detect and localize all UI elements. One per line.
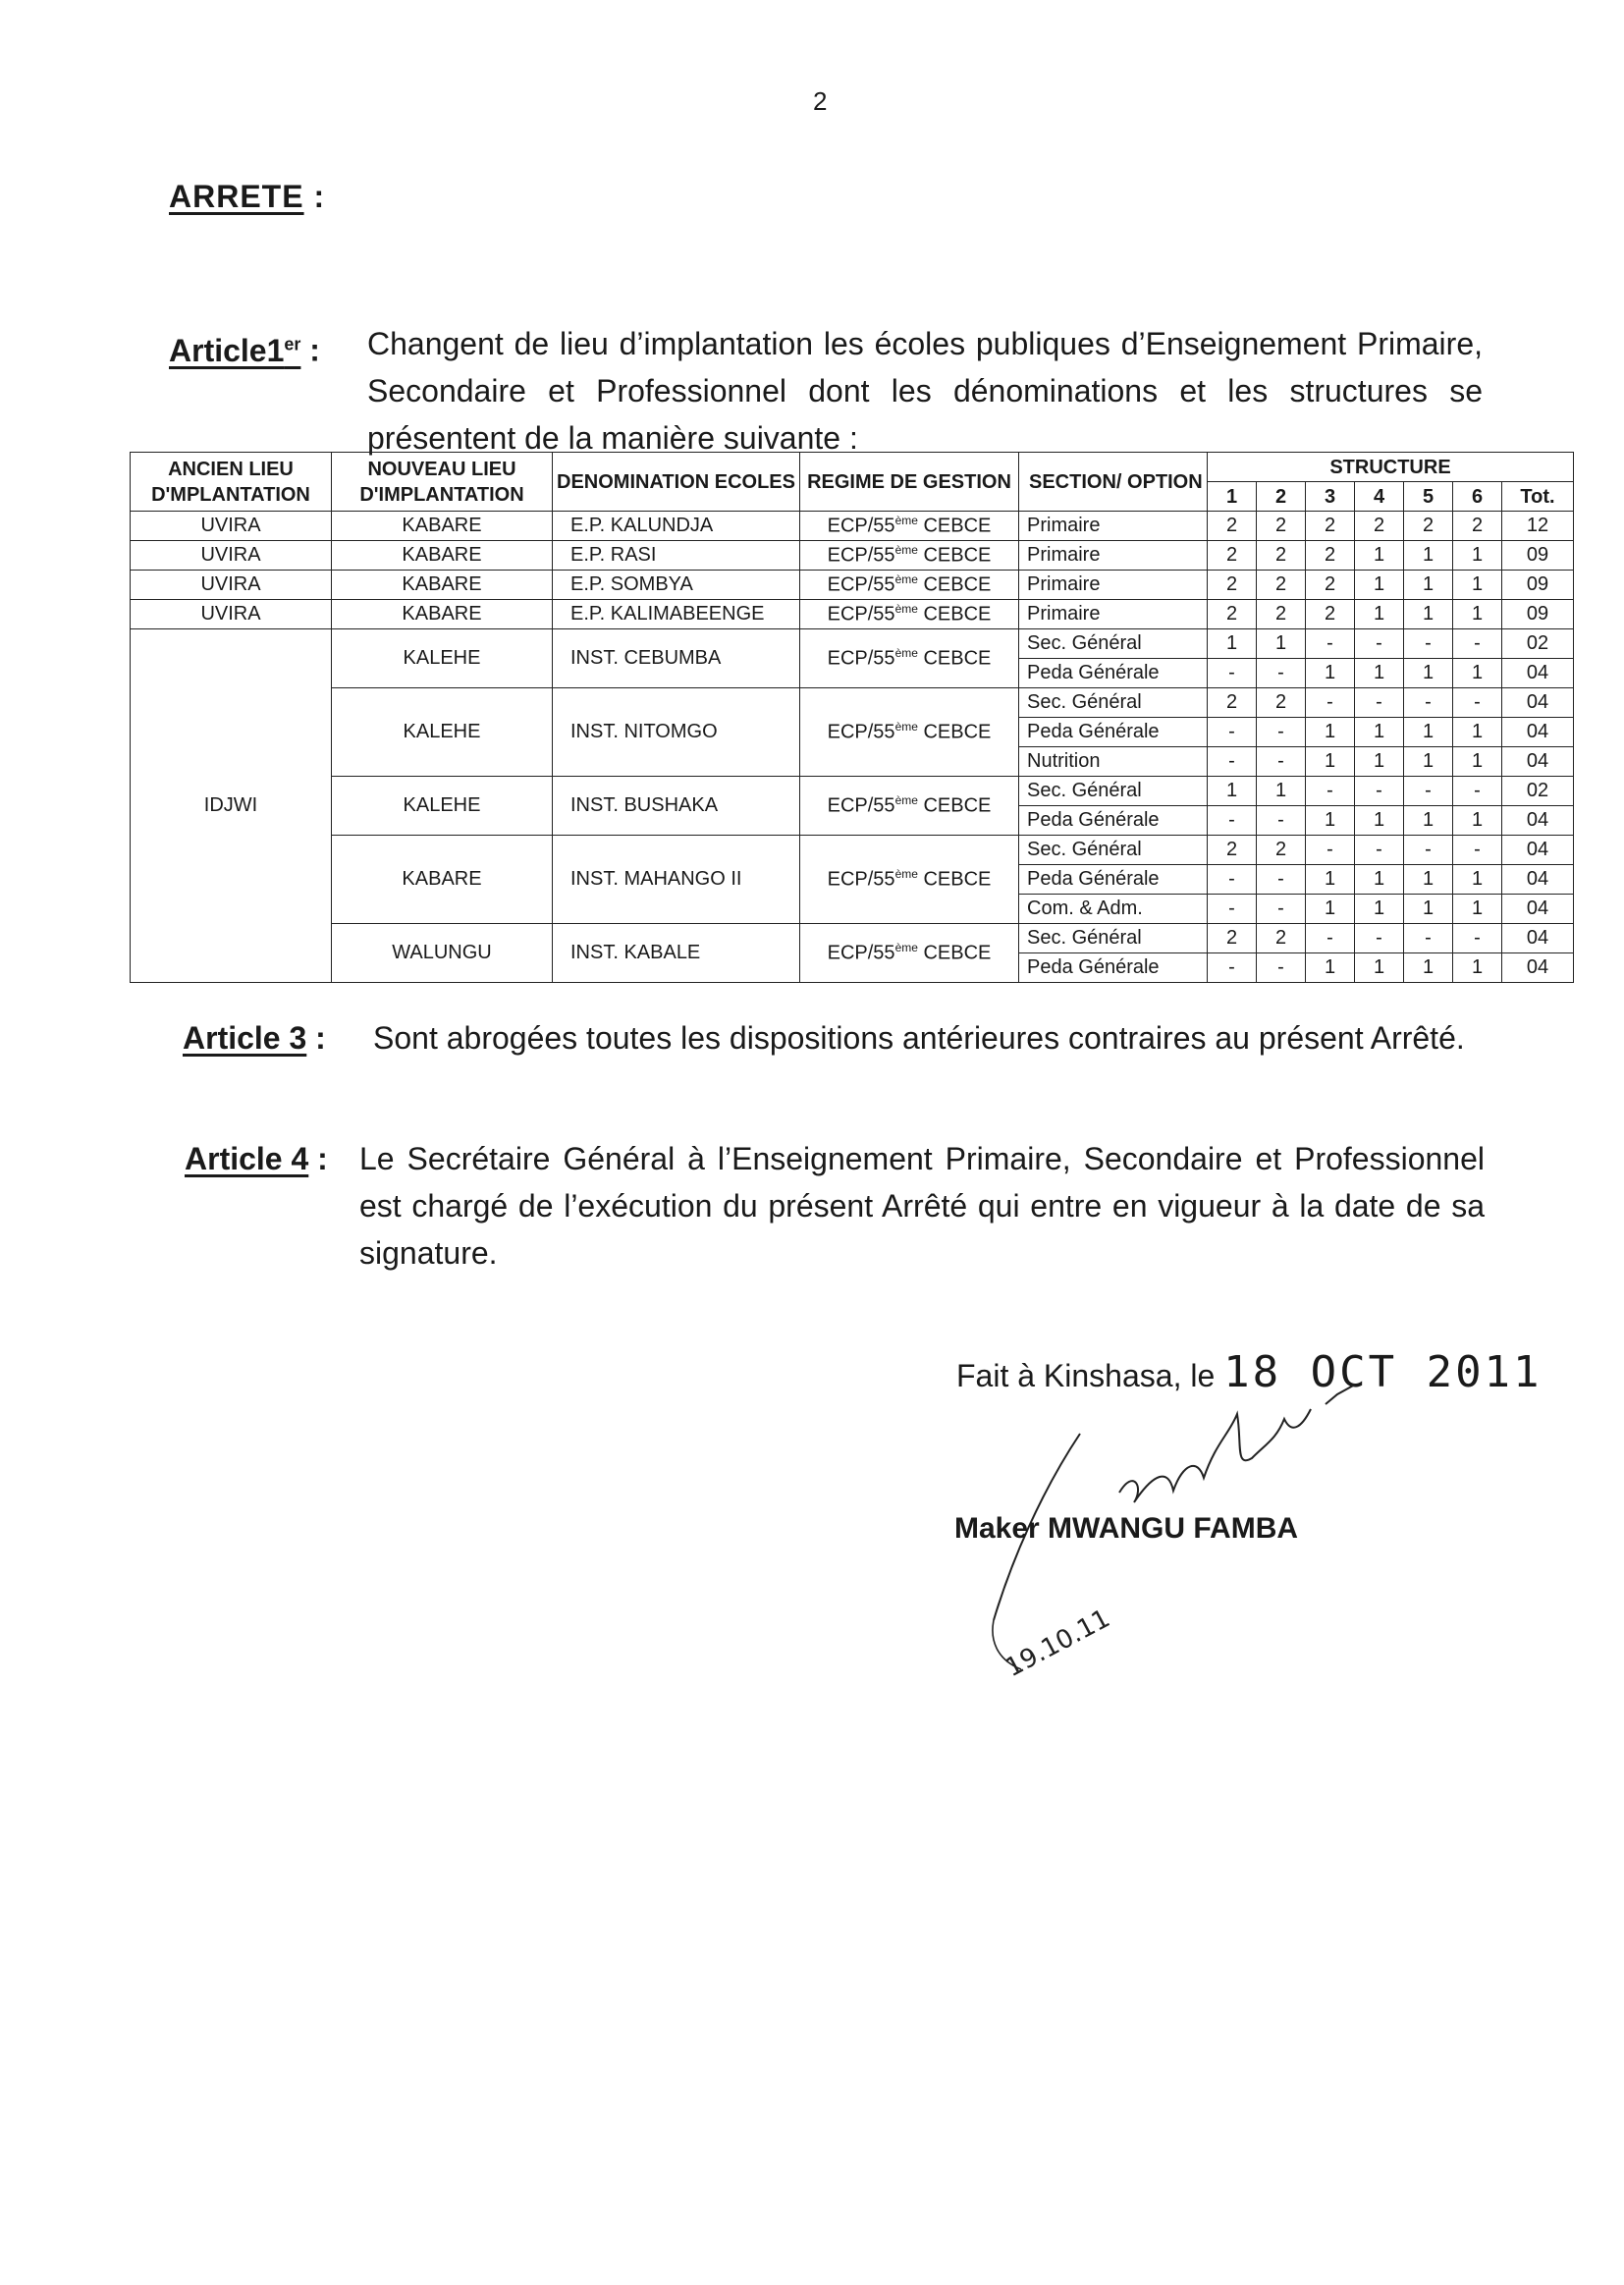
structure-value-cell: 04 [1502,806,1574,836]
structure-value-cell: 2 [1257,512,1306,541]
structure-value-cell: - [1453,777,1502,806]
section-cell: Primaire [1019,600,1208,629]
section-cell: Primaire [1019,512,1208,541]
structure-value-cell: 2 [1257,836,1306,865]
nouveau-lieu-cell: KALEHE [332,777,553,836]
header-structure-col: 4 [1355,482,1404,512]
article-3 [183,1014,1498,1113]
structure-value-cell: - [1306,688,1355,718]
structure-value-cell: - [1208,747,1257,777]
denomination-cell: E.P. SOMBYA [553,571,800,600]
structure-value-cell: - [1453,688,1502,718]
structure-value-cell: 1 [1355,747,1404,777]
structure-value-cell: 02 [1502,629,1574,659]
header-structure-col: 1 [1208,482,1257,512]
structure-value-cell: - [1355,836,1404,865]
structure-value-cell: 1 [1453,571,1502,600]
structure-value-cell: 2 [1257,541,1306,571]
structure-value-cell: - [1306,836,1355,865]
structure-value-cell: 2 [1208,512,1257,541]
structure-value-cell: 02 [1502,777,1574,806]
structure-value-cell: - [1306,924,1355,953]
article-4-label [185,1135,328,1182]
structure-value-cell: 04 [1502,836,1574,865]
structure-value-cell: 2 [1453,512,1502,541]
structure-value-cell: - [1208,865,1257,895]
structure-value-cell: 12 [1502,512,1574,541]
structure-value-cell: 04 [1502,865,1574,895]
section-cell: Com. & Adm. [1019,895,1208,924]
regime-cell: ECP/55ème CEBCE [800,836,1019,924]
decree-heading [169,179,325,215]
article-3-label [183,1014,326,1061]
structure-value-cell: 1 [1404,865,1453,895]
structure-value-cell: 2 [1257,600,1306,629]
article-1 [169,320,1485,467]
table-row [131,512,1574,541]
structure-value-cell: 2 [1355,512,1404,541]
structure-value-cell: 09 [1502,541,1574,571]
denomination-cell: E.P. KALIMABEENGE [553,600,800,629]
structure-value-cell: 2 [1306,512,1355,541]
structure-value-cell: 1 [1453,747,1502,777]
table-row [131,629,1574,659]
nouveau-lieu-cell: KALEHE [332,629,553,688]
section-cell: Sec. Général [1019,688,1208,718]
structure-value-cell: - [1208,953,1257,983]
structure-value-cell: 1 [1355,659,1404,688]
structure-value-cell: - [1257,806,1306,836]
structure-value-cell: - [1355,777,1404,806]
structure-value-cell: - [1355,688,1404,718]
header-structure-col: Tot. [1502,482,1574,512]
nouveau-lieu-cell: KABARE [332,836,553,924]
regime-cell: ECP/55ème CEBCE [800,541,1019,571]
header-regime: REGIME DE GESTION [800,453,1019,512]
structure-value-cell: 1 [1306,895,1355,924]
article-3-label-text: Article 3 [183,1020,307,1056]
structure-value-cell: - [1404,924,1453,953]
structure-value-cell: 04 [1502,924,1574,953]
heading-colon: : [313,179,326,214]
denomination-cell: INST. MAHANGO II [553,836,800,924]
nouveau-lieu-cell: KABARE [332,512,553,541]
heading-text: ARRETE [169,179,304,214]
regime-cell: ECP/55ème CEBCE [800,571,1019,600]
structure-value-cell: 1 [1453,659,1502,688]
structure-value-cell: 1 [1453,718,1502,747]
nouveau-lieu-cell: KALEHE [332,688,553,777]
structure-value-cell: 1 [1404,806,1453,836]
structure-value-cell: - [1453,924,1502,953]
structure-value-cell: - [1257,953,1306,983]
section-cell: Nutrition [1019,747,1208,777]
place-text: Fait à Kinshasa, le [956,1358,1216,1393]
article-1-label [169,320,320,374]
nouveau-lieu-cell: WALUNGU [332,924,553,983]
structure-value-cell: 1 [1404,571,1453,600]
ancien-lieu-cell: UVIRA [131,600,332,629]
structure-value-cell: - [1257,747,1306,777]
structure-value-cell: - [1404,629,1453,659]
section-cell: Sec. Général [1019,836,1208,865]
structure-value-cell: - [1306,629,1355,659]
header-structure: STRUCTURE [1208,453,1574,482]
nouveau-lieu-cell: KABARE [332,600,553,629]
article-4-text: Le Secrétaire Général à l’Enseignement Primaire, Secondaire et Professionnel est chargé de l’exécution du présent Arrêté qui entre en vigueur à la date de sa signature. [359,1141,1485,1271]
structure-value-cell: 1 [1306,953,1355,983]
structure-value-cell: 1 [1355,541,1404,571]
header-structure-col: 6 [1453,482,1502,512]
denomination-cell: INST. CEBUMBA [553,629,800,688]
article-1-text: Changent de lieu d’implantation les écoles publiques d’Enseignement Primaire, Secondaire et Professionnel dont les dénominations et les structures se présentent de la manière suivante : [367,326,1483,456]
regime-cell: ECP/55ème CEBCE [800,600,1019,629]
structure-value-cell: 1 [1257,629,1306,659]
structure-value-cell: 1 [1306,747,1355,777]
denomination-cell: INST. BUSHAKA [553,777,800,836]
nouveau-lieu-cell: KABARE [332,571,553,600]
structure-value-cell: 04 [1502,895,1574,924]
regime-cell: ECP/55ème CEBCE [800,777,1019,836]
section-cell: Peda Générale [1019,953,1208,983]
structure-value-cell: - [1404,777,1453,806]
ancien-lieu-cell: UVIRA [131,541,332,571]
structure-value-cell: 04 [1502,747,1574,777]
structure-value-cell: 1 [1355,953,1404,983]
structure-value-cell: 1 [1404,659,1453,688]
structure-value-cell: - [1257,718,1306,747]
article-1-label-sup: er [284,334,301,354]
structure-value-cell: - [1257,895,1306,924]
denomination-cell: E.P. RASI [553,541,800,571]
header-denomination: DENOMINATION ECOLES [553,453,800,512]
structure-value-cell: 04 [1502,718,1574,747]
denomination-cell: INST. NITOMGO [553,688,800,777]
ancien-lieu-cell: UVIRA [131,512,332,541]
structure-value-cell: 04 [1502,688,1574,718]
regime-cell: ECP/55ème CEBCE [800,688,1019,777]
structure-value-cell: 1 [1306,806,1355,836]
structure-value-cell: - [1208,718,1257,747]
header-structure-col: 3 [1306,482,1355,512]
structure-value-cell: - [1453,629,1502,659]
structure-value-cell: 09 [1502,600,1574,629]
structure-value-cell: 1 [1404,895,1453,924]
structure-value-cell: - [1208,895,1257,924]
header-section: SECTION/ OPTION [1019,453,1208,512]
structure-value-cell: - [1355,924,1404,953]
ancien-lieu-cell: IDJWI [131,629,332,983]
structure-value-cell: 2 [1208,688,1257,718]
header-nouveau: NOUVEAU LIEU D'IMPLANTATION [332,453,553,512]
structure-value-cell: - [1404,688,1453,718]
school-relocation-table [130,452,1574,983]
structure-value-cell: 1 [1306,718,1355,747]
page-number: 2 [813,86,828,116]
structure-value-cell: 1 [1404,600,1453,629]
article-4-label-text: Article 4 [185,1141,309,1176]
structure-value-cell: 2 [1257,571,1306,600]
structure-value-cell: 1 [1306,659,1355,688]
date-stamp: 18 OCT 2011 [1223,1347,1543,1397]
structure-value-cell: - [1208,806,1257,836]
structure-value-cell: 1 [1404,541,1453,571]
regime-cell: ECP/55ème CEBCE [800,629,1019,688]
section-cell: Primaire [1019,541,1208,571]
table-row [131,541,1574,571]
article-4-colon: : [317,1141,328,1176]
structure-value-cell: - [1355,629,1404,659]
table-row [131,924,1574,953]
structure-value-cell: 2 [1257,688,1306,718]
structure-value-cell: - [1208,659,1257,688]
structure-value-cell: 1 [1453,865,1502,895]
article-3-text: Sont abrogées toutes les dispositions antérieures contraires au présent Arrêté. [373,1020,1465,1056]
structure-value-cell: 1 [1208,629,1257,659]
article-1-colon: : [309,332,320,368]
structure-value-cell: 1 [1355,718,1404,747]
structure-value-cell: 1 [1306,865,1355,895]
structure-value-cell: 2 [1257,924,1306,953]
structure-value-cell: 1 [1355,806,1404,836]
structure-value-cell: 04 [1502,659,1574,688]
structure-value-cell: - [1404,836,1453,865]
structure-value-cell: 1 [1355,600,1404,629]
structure-value-cell: 1 [1453,600,1502,629]
section-cell: Peda Générale [1019,718,1208,747]
structure-value-cell: 04 [1502,953,1574,983]
regime-cell: ECP/55ème CEBCE [800,512,1019,541]
ancien-lieu-cell: UVIRA [131,571,332,600]
structure-value-cell: 1 [1453,895,1502,924]
section-cell: Primaire [1019,571,1208,600]
structure-value-cell: 2 [1208,600,1257,629]
structure-value-cell: 1 [1404,953,1453,983]
signatory-name: Maker MWANGU FAMBA [954,1512,1299,1545]
structure-value-cell: 2 [1306,541,1355,571]
structure-value-cell: - [1453,836,1502,865]
structure-value-cell: 1 [1453,953,1502,983]
structure-value-cell: 1 [1453,806,1502,836]
structure-value-cell: 1 [1404,718,1453,747]
structure-value-cell: 2 [1404,512,1453,541]
nouveau-lieu-cell: KABARE [332,541,553,571]
structure-value-cell: 1 [1257,777,1306,806]
section-cell: Peda Générale [1019,659,1208,688]
header-ancien: ANCIEN LIEU D'MPLANTATION [131,453,332,512]
structure-value-cell: 09 [1502,571,1574,600]
table-header-row [131,453,1574,482]
structure-value-cell: 2 [1208,541,1257,571]
structure-value-cell: 2 [1208,836,1257,865]
structure-value-cell: 1 [1453,541,1502,571]
table-row [131,777,1574,806]
header-structure-col: 5 [1404,482,1453,512]
structure-value-cell: 1 [1355,895,1404,924]
structure-value-cell: - [1306,777,1355,806]
section-cell: Peda Générale [1019,865,1208,895]
table-row [131,688,1574,718]
denomination-cell: INST. KABALE [553,924,800,983]
structure-value-cell: 1 [1404,747,1453,777]
table-body [131,512,1574,983]
table-row [131,600,1574,629]
structure-value-cell: 2 [1208,571,1257,600]
handwritten-date: 19.10.11 [1001,1604,1115,1684]
structure-value-cell: 1 [1355,571,1404,600]
header-structure-col: 2 [1257,482,1306,512]
structure-value-cell: 1 [1208,777,1257,806]
article-1-label-text: Article1 [169,332,285,368]
section-cell: Sec. Général [1019,629,1208,659]
regime-cell: ECP/55ème CEBCE [800,924,1019,983]
structure-value-cell: 2 [1306,571,1355,600]
section-cell: Sec. Général [1019,924,1208,953]
structure-value-cell: 2 [1306,600,1355,629]
structure-value-cell: 2 [1208,924,1257,953]
article-4 [185,1135,1500,1282]
section-cell: Sec. Général [1019,777,1208,806]
table-row [131,571,1574,600]
article-3-colon: : [315,1020,326,1056]
structure-value-cell: - [1257,659,1306,688]
structure-value-cell: 1 [1355,865,1404,895]
structure-value-cell: - [1257,865,1306,895]
section-cell: Peda Générale [1019,806,1208,836]
denomination-cell: E.P. KALUNDJA [553,512,800,541]
table-row [131,836,1574,865]
